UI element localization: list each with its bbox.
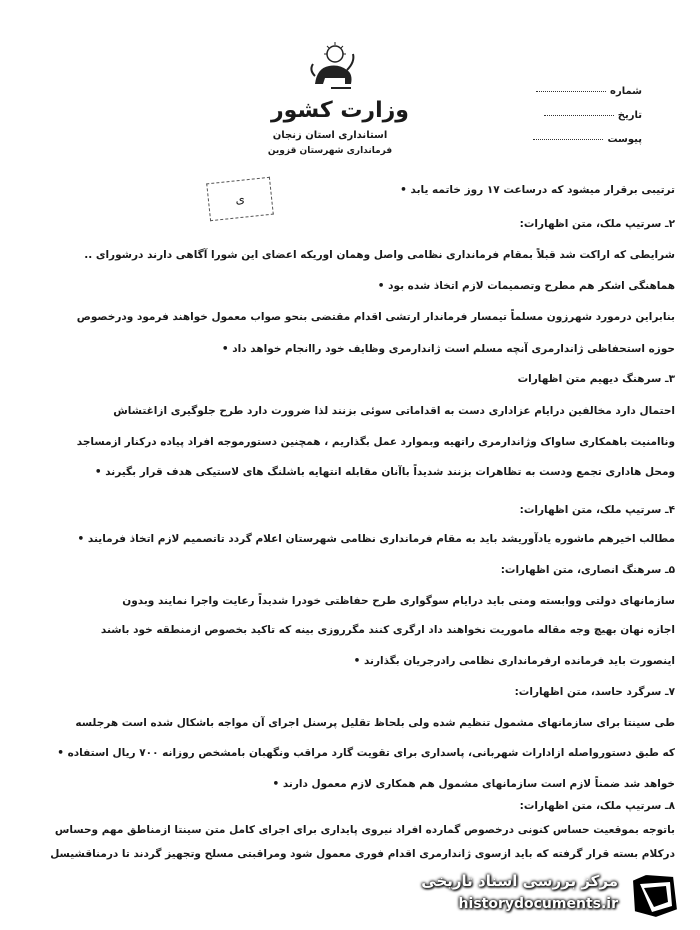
- body-line: شرایطی که اراکت شد قبلاً بمقام فرمانداری نظامی واصل وهمان اوریکه اعضای این شورا آگاهی دارند درشورای ..: [84, 249, 675, 261]
- stamp-mark: ی: [206, 177, 274, 221]
- body-line: ومحل هاداری تجمع ودست به تظاهرات بزنند شدیداً باآنان مقابله انتهایه باشلنگ های لاستیکی هدف قرار بگیرند •: [94, 466, 675, 478]
- body-line: ۷ـ سرگرد حاسد، متن اظهارات:: [514, 686, 675, 698]
- body-line: درکلام بسته قرار گرفته که باید ازسوی ژاندارمری اقدام فوری معمول شود ومراقبتی مسلح وتجهیز گردند تا درمناقشیسل: [50, 848, 675, 860]
- body-line: مطالب اخیرهم ماشوره یادآوریشد باید به مقام فرمانداری نظامی شهرستان اعلام گردد تاتصمیم لازم اتخاذ فرمایند •: [77, 533, 675, 545]
- body-line: هماهنگی اشکر هم مطرح وتصمیمات لازم اتخاذ شده بود •: [377, 280, 675, 292]
- watermark-org-name: مرکز بررسی اسناد تاریخی: [421, 872, 618, 890]
- body-line: ۲ـ سرتیپ ملک، متن اظهارات:: [519, 218, 675, 230]
- province-office: استانداری استان زنجان: [272, 130, 388, 141]
- date-label: تاریخ: [617, 110, 642, 121]
- body-line: اینصورت باید فرمانده ارفرمانداری نظامی رادرجریان بگذارند •: [353, 655, 675, 667]
- attachment-field: [533, 134, 642, 145]
- body-line: بنابراین درمورد شهرزون مسلماً تیمسار فرماندار ارتشی اقدام مقتضی بنحو صواب معمول خواهند فرمود ودرخصوص: [76, 311, 675, 323]
- body-line: خواهد شد ضمناً لازم است سازمانهای مشمول هم همکاری لازم معمول دارند •: [272, 778, 675, 790]
- body-line: طی سینتا برای سازمانهای مشمول تنظیم شده ولی بلحاظ تقلیل پرسنل اجرای آن مواجه باشکال شده است هرجلسه: [75, 717, 675, 729]
- ministry-title: وزارت کشور: [271, 98, 409, 123]
- body-line: وناامنیت باهمکاری ساواک وژاندارمری راتهیه وبموارد عمل بگذاریم ، همچنین دستورموجه افراد پیاده درکنار ازمساجد: [76, 436, 675, 448]
- watermark: [420, 868, 690, 924]
- body-line: سازمانهای دولتی ووابسته ومنی باید درایام سوگواری طرح حفاظتی خودرا شدیداً رعایت واجرا نمایند وبدون: [122, 595, 675, 607]
- body-line: ۴ـ سرتیپ ملک، متن اظهارات:: [519, 504, 675, 516]
- body-line: ترتیبی برقرار میشود که درساعت ۱۷ روز خاتمه یابد •: [400, 184, 675, 196]
- attachment-label: پیوست: [607, 134, 642, 145]
- body-line: ۸ـ سرتیپ ملک، متن اظهارات:: [519, 800, 675, 812]
- body-line: حوزه استحفاظی ژاندارمری آنچه مسلم است ژاندارمری وظایف خود راانجام خواهد داد •: [221, 343, 675, 355]
- folder-emblem-icon: [626, 870, 682, 922]
- body-line: باتوجه بموقعیت حساس کنونی درخصوص گمارده افراد نیروی پایداری برای اجرای کامل متن سینتا ازمناطق مهم وحساس: [54, 824, 675, 836]
- number-label: شماره: [610, 86, 642, 97]
- county-office: فرمانداری شهرستان قزوین: [267, 146, 393, 156]
- body-line: اجازه نهان بهیچ وجه مقاله ماموریت نخواهند داد ارگری کنند مگرروزی بینه که تاکید بخصوص ازمنطقه خود باشند: [100, 624, 675, 636]
- body-line: ۳ـ سرهنگ دیهیم متن اظهارات: [517, 373, 675, 385]
- lion-and-sun-emblem-icon: [305, 40, 361, 96]
- body-line: که طبق دستورواصله ازادارات شهربانی، پاسداری برای تقویت گارد مراقب ونگهبان بامشخص روزانه ۷۰۰ ریال استفاده •: [57, 747, 675, 759]
- date-field: [544, 110, 642, 121]
- body-line: احتمال دارد مخالفین درایام عزاداری دست به اقداماتی سوئی بزنند لذا ضرورت دارد طرح جلوگیری ازاغتشاش: [113, 405, 675, 417]
- number-field: [536, 86, 642, 97]
- body-line: ۵ـ سرهنگ انصاری، متن اظهارات:: [500, 564, 675, 576]
- watermark-site: historydocuments.ir: [458, 896, 618, 912]
